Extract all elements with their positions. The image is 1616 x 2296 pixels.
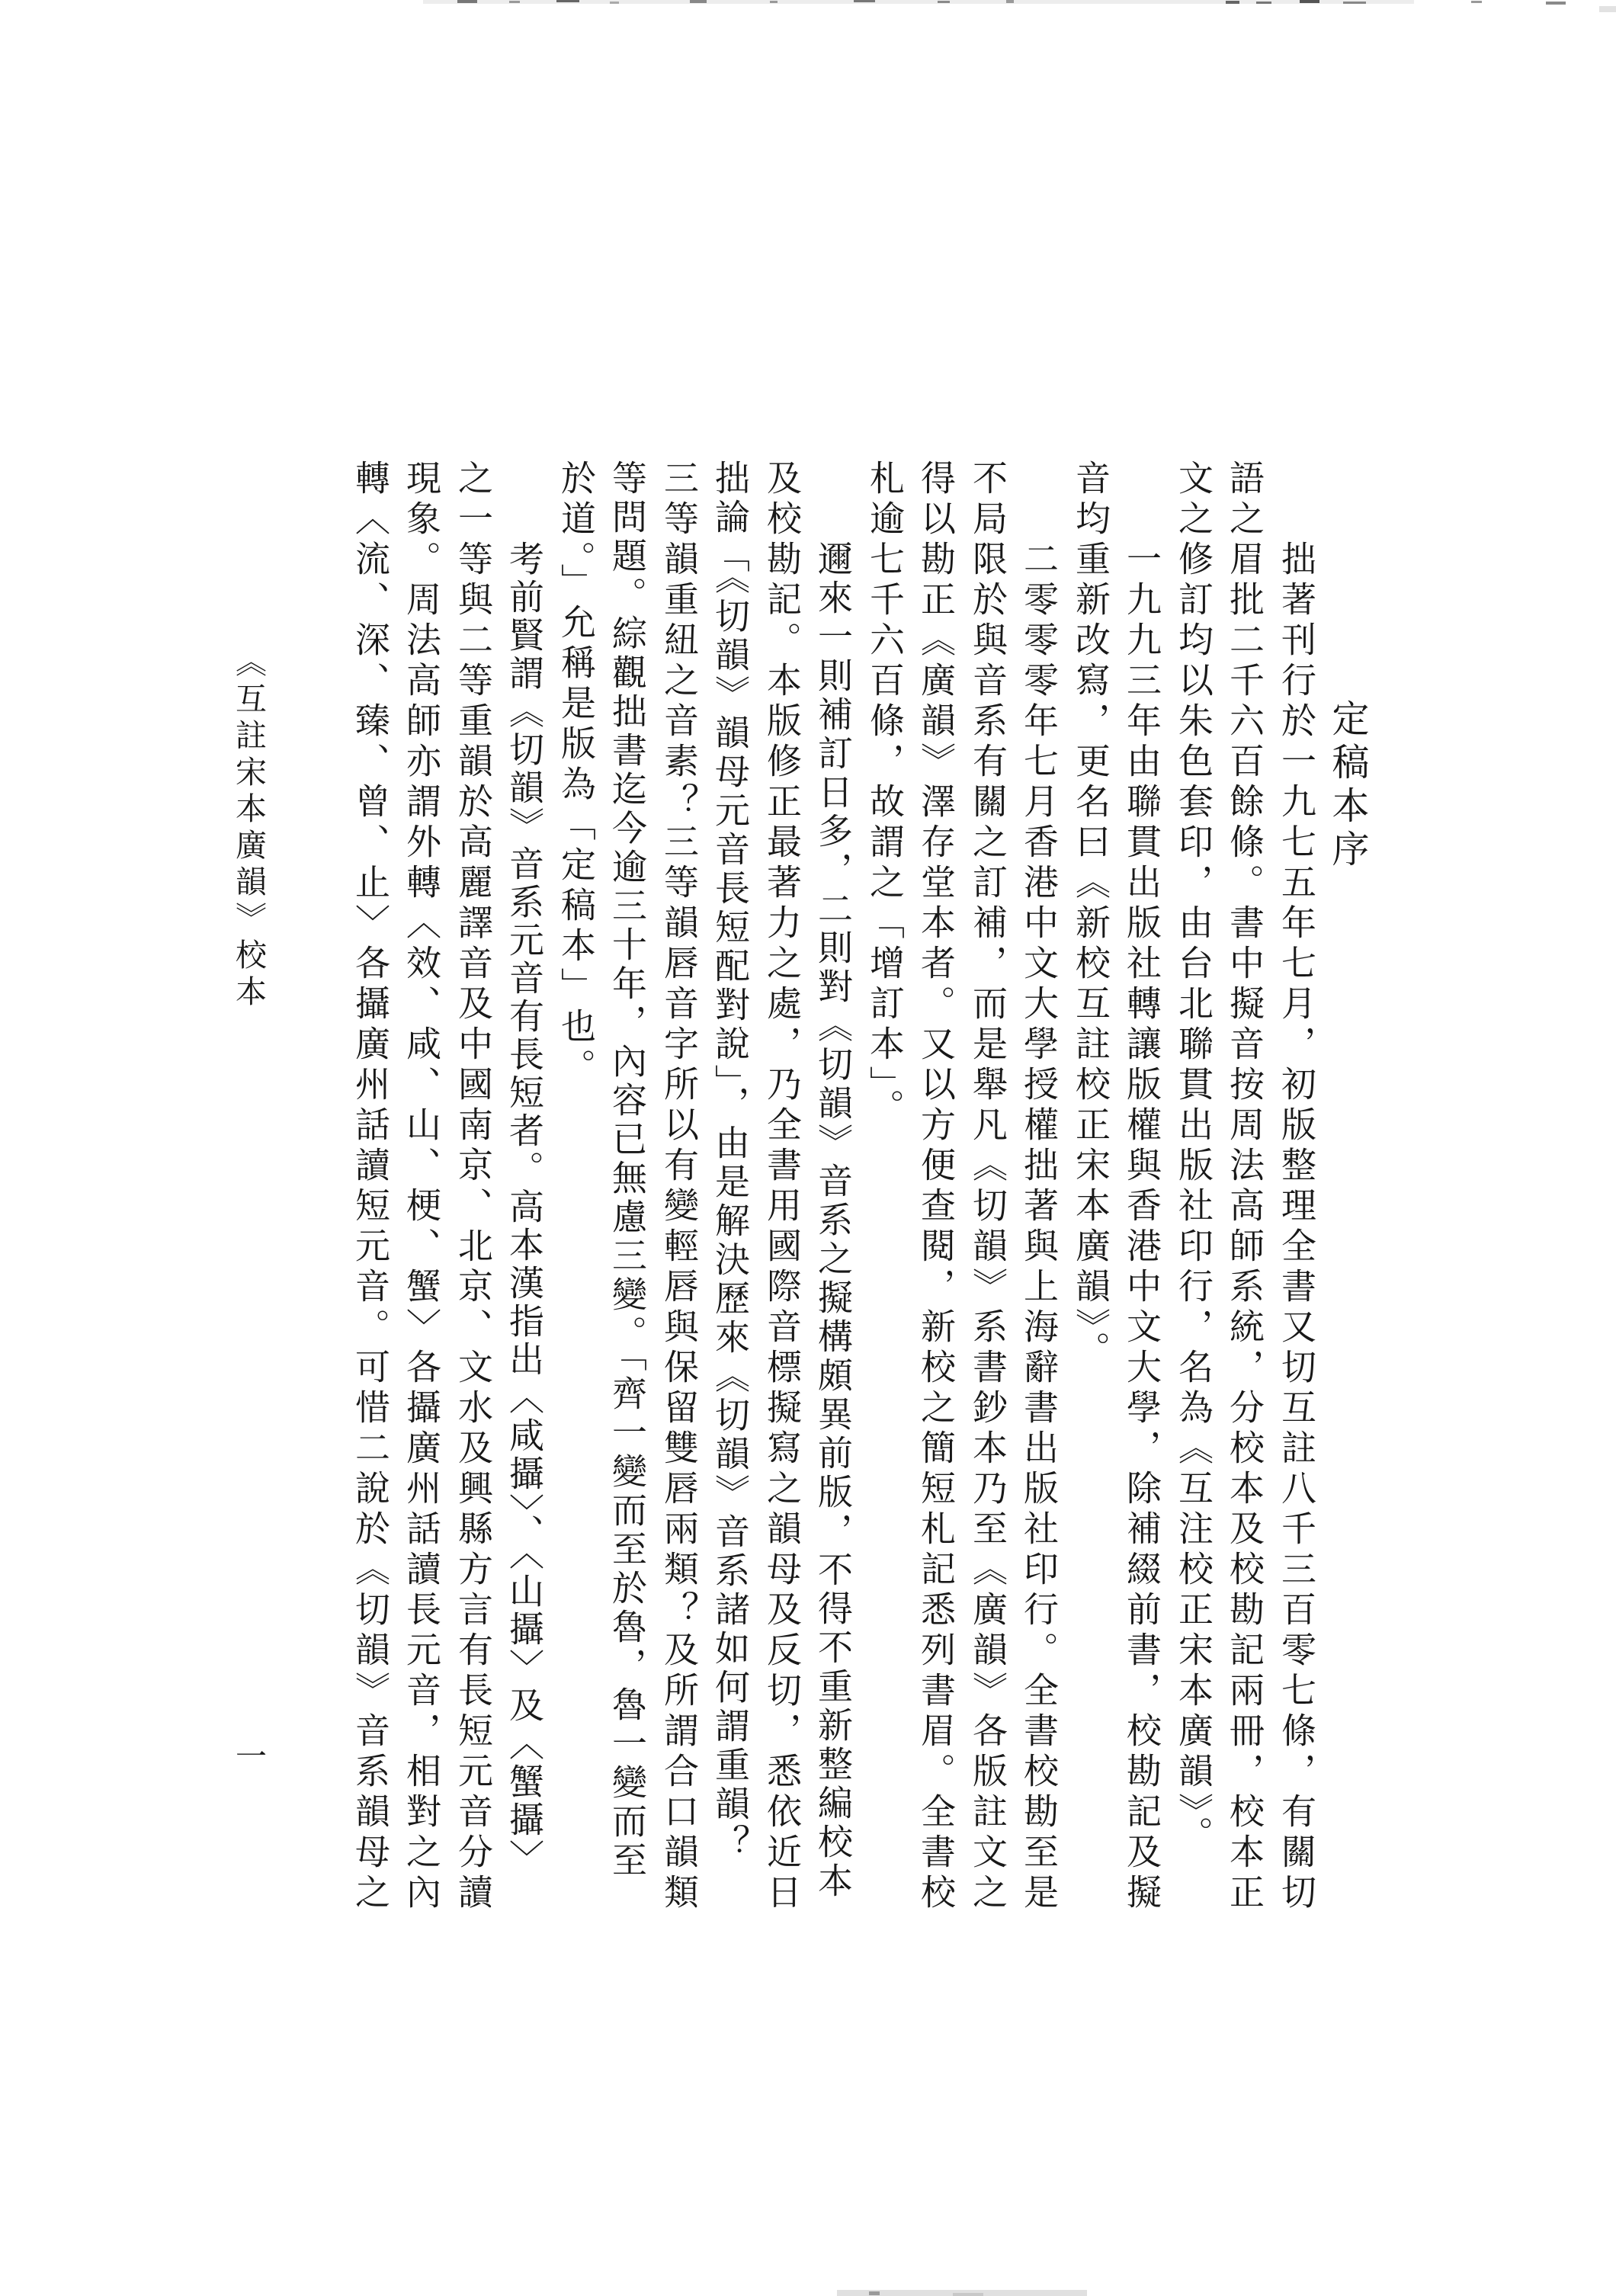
scan-speck [1546, 2, 1566, 5]
scan-speck [1256, 2, 1271, 4]
text-column-19: 轉〈流、深、臻、曾、止〉各攝廣州話讀短元音。可惜二說於《切韻》音系韻母之 [351, 460, 390, 1914]
scan-speck [509, 1, 520, 3]
page-number: 一 [231, 1740, 266, 1771]
text-column-7: 不局限於與音系有關之訂補，而是舉凡《切韻》系書鈔本乃至《廣韻》各版註文之 [968, 460, 1007, 1914]
text-column-5: 音均重新改寫，更名曰《新校互註校正宋本廣韻》。 [1071, 460, 1110, 1371]
text-column-18: 現象。周法高師亦謂外轉〈效、咸、山、梗、蟹〉各攝廣州話讀長元音，相對之內 [402, 460, 441, 1914]
scan-speck [690, 0, 707, 3]
text-column-1: 拙著刊行於一九七五年七月，初版整理全書又切互註八千三百零七條，有關切 [1277, 540, 1316, 1914]
text-column-8: 得以勘正《廣韻》澤存堂本者。又以方便查閱，新校之簡短札記悉列書眉。全書校 [916, 460, 955, 1914]
text-column-12: 拙論「《切韻》韻母元音長短配對說」，由是解決歷來《切韻》音系諸如何謂重韻？ [710, 460, 749, 1863]
scan-speck [953, 2293, 983, 2296]
scan-speck [854, 0, 875, 2]
scan-speck [1006, 0, 1014, 3]
scan-corner-mark [1599, 6, 1616, 12]
scan-speck [1300, 0, 1319, 3]
scan-speck [938, 1, 950, 3]
text-column-3: 文之修訂均以朱色套印，由台北聯貫出版社印行，名為《互注校正宋本廣韻》。 [1174, 460, 1213, 1856]
scan-speck [457, 0, 477, 3]
text-column-13: 三等韻重紐之音素？三等韻唇音字所以有變輕唇與保留雙唇兩類？及所謂合口韻類 [659, 460, 698, 1914]
scan-speck [1343, 2, 1366, 4]
scan-speck [610, 2, 619, 4]
text-column-6: 二零零零年七月香港中文大學授權拙著與上海辭書出版社印行。全書校勘至是 [1019, 540, 1058, 1914]
text-column-11: 及校勘記。本版修正最著力之處，乃全書用國際音標擬寫之韻母及反切，悉依近日 [762, 460, 801, 1914]
scan-speck [1226, 1, 1239, 4]
scan-speck [1471, 1, 1482, 3]
text-column-2: 語之眉批二千六百餘條。書中擬音按周法高師系統，分校本及校勘記兩冊，校本正 [1225, 460, 1264, 1914]
text-column-4: 一九九三年由聯貫出版社轉讓版權與香港中文大學，除補綴前書，校勘記及擬 [1122, 540, 1161, 1914]
text-column-14: 等問題。綜觀拙書迄今逾三十年，內容已無慮三變。「齊一變而至於魯，魯一變而至 [608, 460, 646, 1881]
scan-speck [556, 0, 579, 2]
text-column-15: 於道。」允稱是版為「定稿本」也。 [556, 460, 595, 1089]
scan-speck [869, 2291, 880, 2295]
section-heading: 定稿本序 [1327, 699, 1369, 873]
text-column-10: 邇來一則補訂日多，二則對《切韻》音系之擬構頗異前版，不得不重新整編校本 [813, 540, 852, 1901]
text-column-17: 之一等與二等重韻於高麗譯音及中國南京、北京、文水及興縣方言有長短元音分讀 [454, 460, 492, 1914]
text-column-16: 考前賢謂《切韻》音系元音有長短者。高本漢指出〈咸攝〉、〈山攝〉及〈蟹攝〉 [505, 540, 543, 1878]
margin-book-title: 《互註宋本廣韻》校本 [231, 646, 266, 1012]
scan-speck [770, 1, 778, 3]
text-column-9: 札逾七千六百條，故謂之「增訂本」。 [865, 460, 904, 1129]
